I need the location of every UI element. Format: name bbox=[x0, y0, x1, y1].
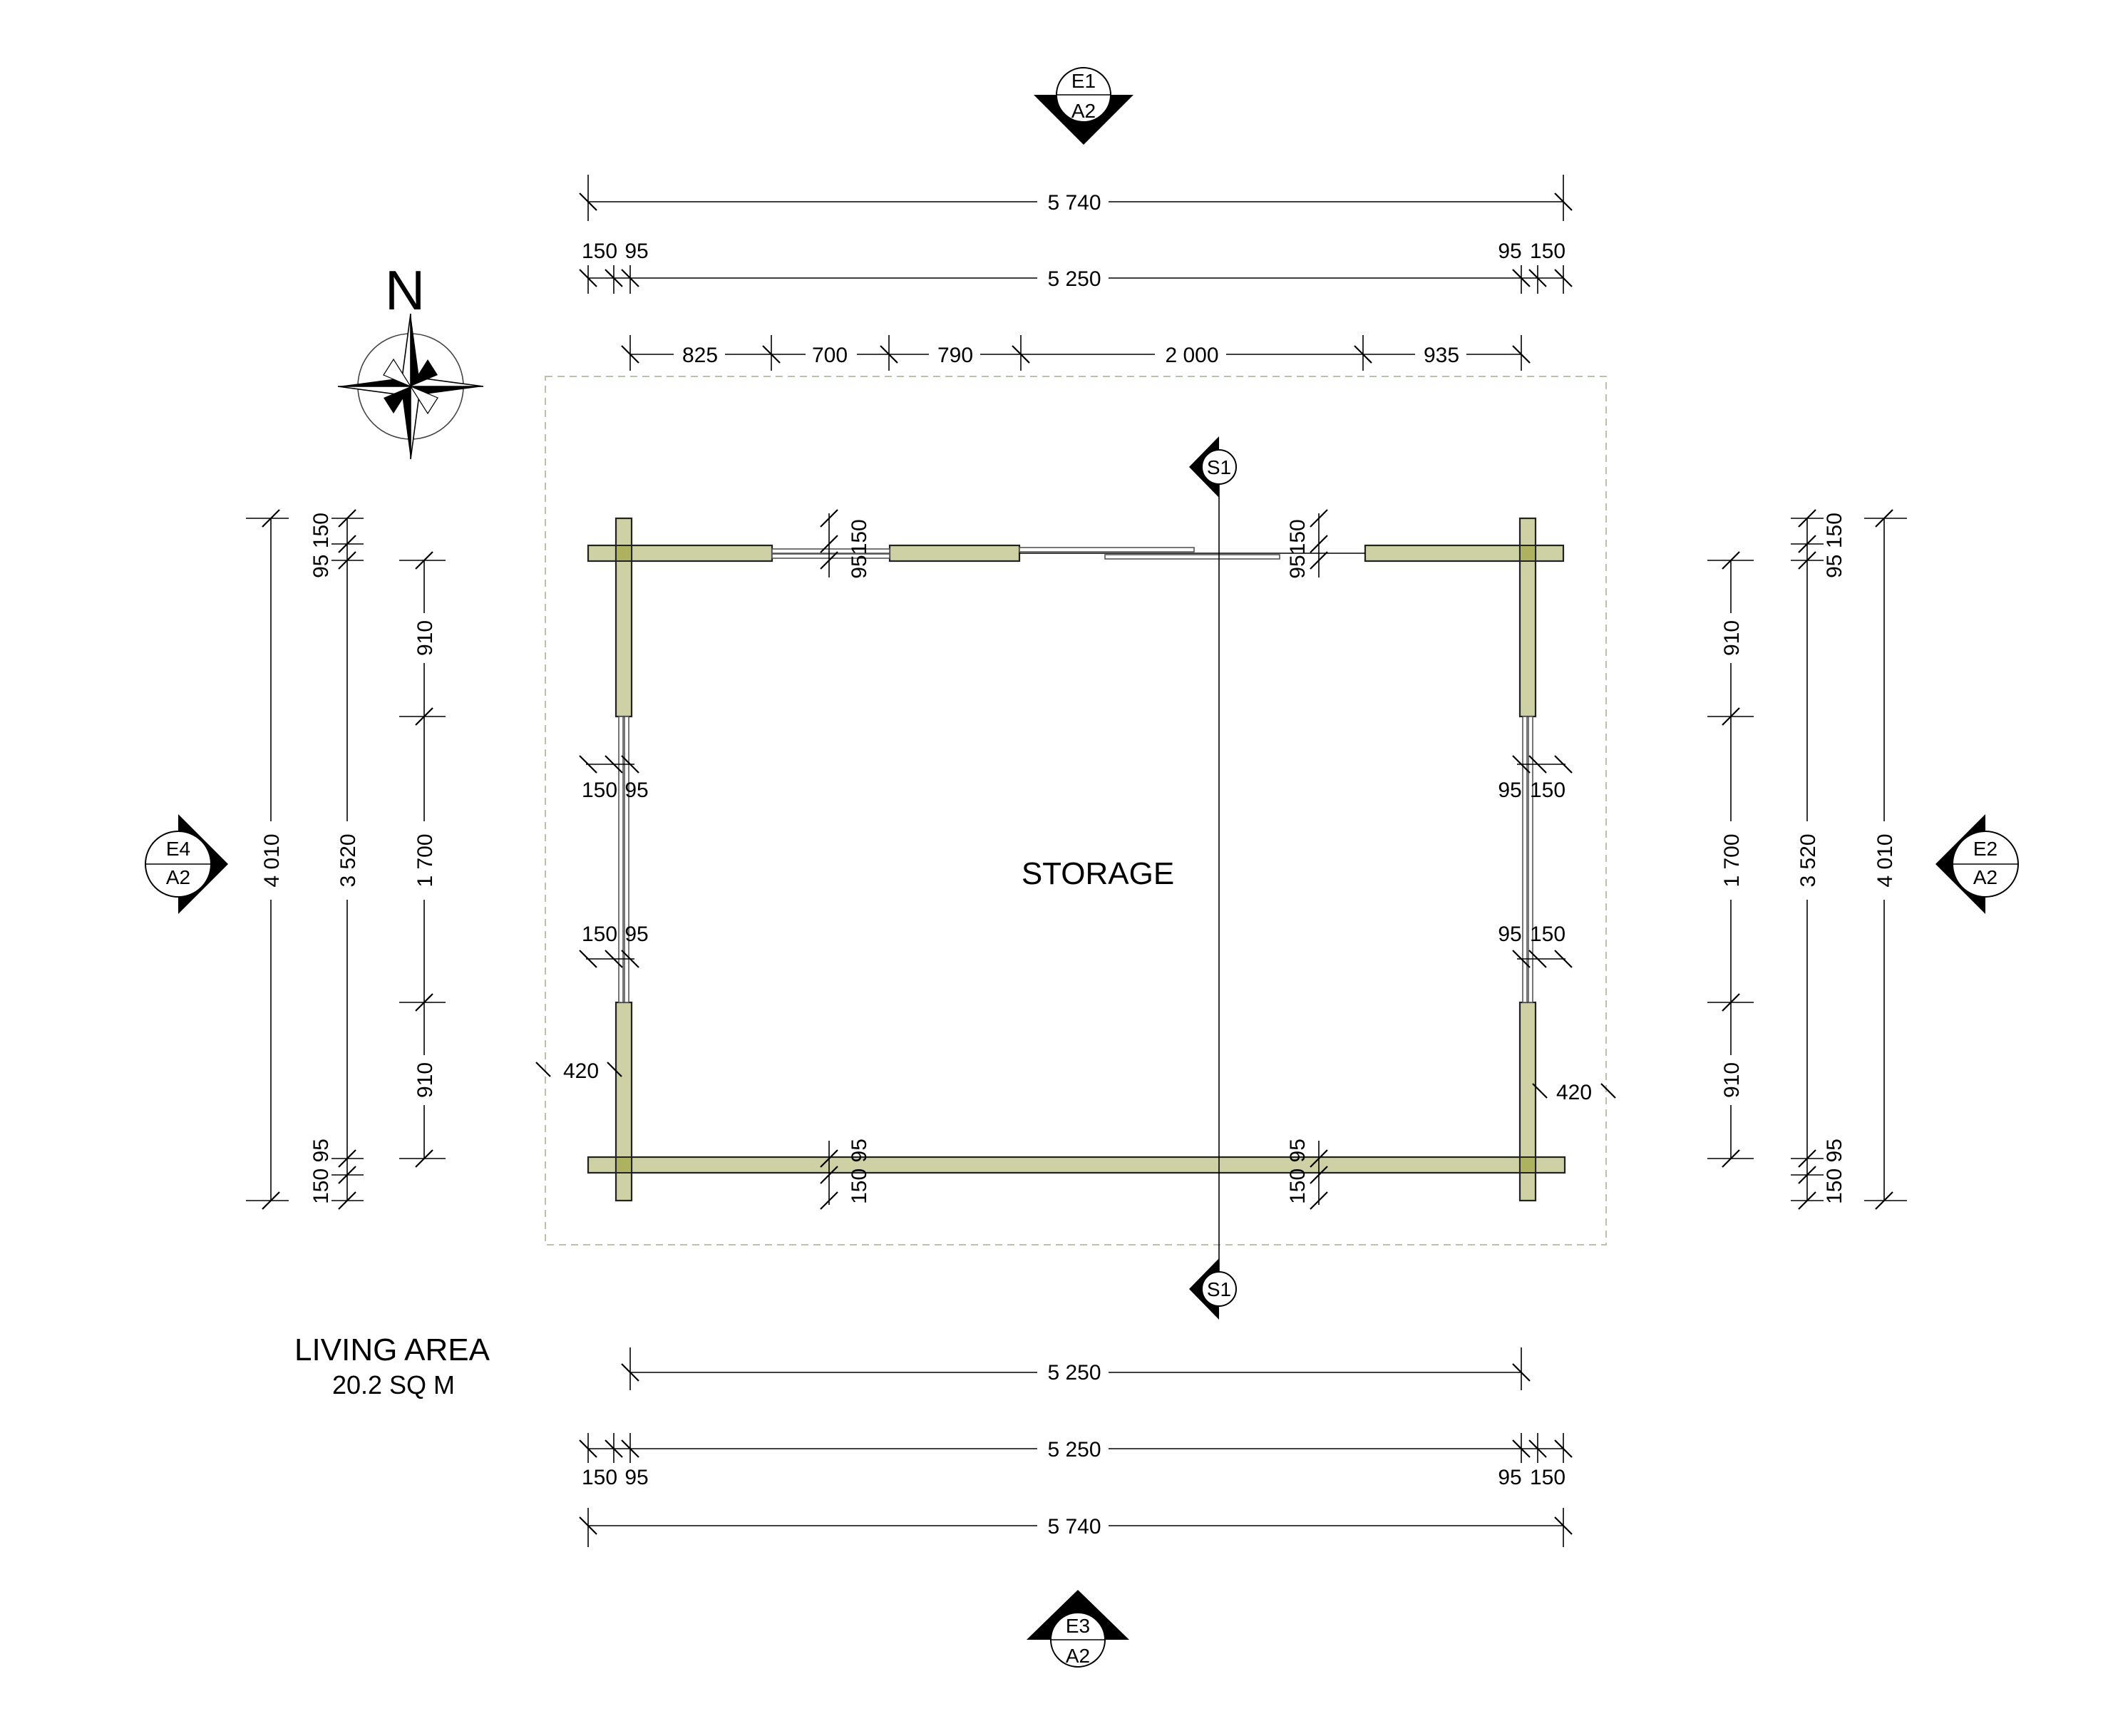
elevation-e4-top: E4 bbox=[165, 838, 191, 860]
corner-post bbox=[616, 545, 632, 561]
sliding-door-panel bbox=[1105, 555, 1280, 559]
dim-left-910-top: 910 bbox=[413, 620, 437, 657]
dim-left-inner: 3 520 bbox=[336, 833, 360, 888]
openings bbox=[619, 548, 1533, 1002]
dim-top-150-left: 150 bbox=[581, 240, 618, 263]
dim-right-910-bottom: 910 bbox=[1720, 1062, 1744, 1099]
dim-bottom-inner-2: 5 250 bbox=[1047, 1438, 1101, 1462]
section-label-bottom: S1 bbox=[1206, 1278, 1232, 1300]
dim-win-left-bottom-95: 95 bbox=[624, 923, 649, 946]
living-area-title: LIVING AREA bbox=[294, 1332, 490, 1367]
dim-top-inner: 5 250 bbox=[1047, 267, 1101, 291]
dim-seg-2000: 2 000 bbox=[1165, 344, 1219, 367]
dim-right-910-top: 910 bbox=[1720, 620, 1744, 657]
corner-post bbox=[616, 1157, 632, 1173]
dim-bottom-95-left: 95 bbox=[624, 1466, 649, 1489]
dim-seg-700: 700 bbox=[811, 344, 848, 367]
dim-top-150-right: 150 bbox=[1529, 240, 1566, 263]
dim-top-95-right: 95 bbox=[1498, 240, 1522, 263]
dim-bottom-150-right: 150 bbox=[1529, 1466, 1566, 1489]
dim-bottom-inner-1: 5 250 bbox=[1047, 1361, 1101, 1385]
living-area-value: 20.2 SQ M bbox=[331, 1370, 456, 1399]
section-label-top: S1 bbox=[1206, 456, 1232, 478]
dim-right-inner: 3 520 bbox=[1796, 833, 1820, 888]
leader-420-right-b bbox=[1601, 1084, 1615, 1098]
dim-top-wall-b: 95150 bbox=[1286, 519, 1310, 579]
room-label: STORAGE bbox=[1021, 856, 1175, 891]
dim-left-overall: 4 010 bbox=[260, 833, 284, 888]
dim-bottom-overall: 5 740 bbox=[1047, 1515, 1101, 1539]
dim-left-420: 420 bbox=[562, 1059, 600, 1083]
dim-left-1700: 1 700 bbox=[413, 833, 437, 888]
elevation-marker-e2 bbox=[1935, 814, 2018, 914]
elevation-e3-top: E3 bbox=[1065, 1615, 1091, 1637]
dim-bottom-95-right: 95 bbox=[1498, 1466, 1522, 1489]
dim-right-1700: 1 700 bbox=[1720, 833, 1744, 888]
dim-seg-790: 790 bbox=[937, 344, 974, 367]
leader-420-left bbox=[536, 1062, 550, 1077]
elevation-e2-bottom: A2 bbox=[1973, 866, 1998, 888]
wall-top-mid bbox=[890, 545, 1019, 561]
elevation-e3-bottom: A2 bbox=[1065, 1645, 1091, 1667]
wall-bottom bbox=[588, 1157, 1565, 1173]
dim-win-right-bottom-95: 95 bbox=[1498, 923, 1522, 946]
dim-win-right-top-150: 150 bbox=[1529, 779, 1566, 802]
corner-post bbox=[1520, 545, 1536, 561]
north-arrow-icon bbox=[338, 314, 483, 459]
dim-bottom-wall-a: 150 95 bbox=[848, 1139, 871, 1204]
dim-win-left-top-95: 95 bbox=[624, 779, 649, 802]
dim-left-top-95-150: 95 150 bbox=[309, 513, 333, 578]
dim-top-overall: 5 740 bbox=[1047, 191, 1101, 215]
dim-top-95-left: 95 bbox=[624, 240, 649, 263]
dim-top-wall-a: 95150 bbox=[848, 519, 871, 579]
window-right bbox=[1523, 717, 1527, 1002]
sliding-door-panel bbox=[1019, 548, 1194, 552]
elevation-marker-e4 bbox=[145, 814, 228, 914]
dim-right-overall: 4 010 bbox=[1873, 833, 1897, 888]
dim-bottom-wall-b: 150 95 bbox=[1286, 1139, 1310, 1204]
dim-win-left-bottom-150: 150 bbox=[581, 923, 618, 946]
elevation-e1-top: E1 bbox=[1071, 70, 1096, 92]
elevation-e2-top: E2 bbox=[1973, 838, 1998, 860]
window-top bbox=[772, 549, 890, 553]
dim-seg-825: 825 bbox=[682, 344, 719, 367]
dim-win-left-top-150: 150 bbox=[581, 779, 618, 802]
north-label: N bbox=[384, 259, 426, 322]
dim-right-bottom-150-95: 150 95 bbox=[1823, 1139, 1846, 1204]
dim-right-420: 420 bbox=[1556, 1081, 1593, 1104]
site-boundary bbox=[545, 376, 1606, 1245]
dim-bottom-150-left: 150 bbox=[581, 1466, 618, 1489]
elevation-e4-bottom: A2 bbox=[165, 866, 191, 888]
elevation-e1-bottom: A2 bbox=[1071, 100, 1096, 122]
dim-left-910-bottom: 910 bbox=[413, 1062, 437, 1099]
corner-post bbox=[1520, 1157, 1536, 1173]
dim-win-right-bottom-150: 150 bbox=[1529, 923, 1566, 946]
dim-win-right-top-95: 95 bbox=[1498, 779, 1522, 802]
dim-seg-935: 935 bbox=[1423, 344, 1460, 367]
dim-right-top-95-150: 95 150 bbox=[1823, 513, 1846, 578]
window-left bbox=[619, 717, 623, 1002]
dim-left-bottom-150-95: 150 95 bbox=[309, 1139, 333, 1204]
